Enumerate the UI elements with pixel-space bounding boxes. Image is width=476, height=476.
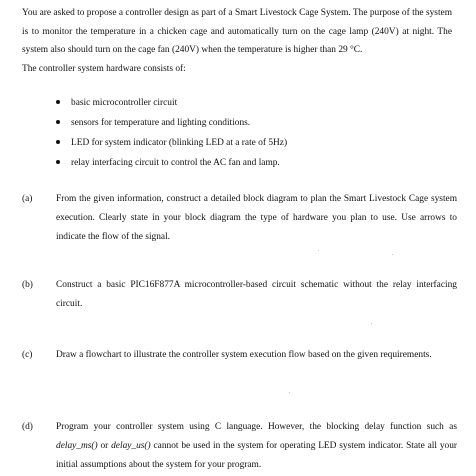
question-text-part: Program your controller system using C language. However, the blocking delay function such as [56,422,457,432]
hardware-lead: The controller system hardware consists of: [22,63,186,74]
scan-speck [371,323,372,324]
question-text [56,418,457,475]
list-item-text: relay interfacing circuit to control the AC fan and lamp. [71,158,280,168]
list-item [56,155,436,175]
list-item-text: LED for system indicator (blinking LED at a rate of 5Hz) [71,138,288,148]
hardware-list [56,95,436,175]
question-a [22,190,457,247]
scan-speck [318,250,319,251]
list-item [56,115,436,135]
question-text: From the given information, construct a detailed block diagram to plan the Smart Livestock Cage system execution. Clearly state in your block diagram the type of hardware you plan to use. Use arrows to indicate the flow of the signal. [56,194,457,242]
question-b [22,276,457,314]
question-label: (b) [22,280,33,290]
list-item [56,95,436,115]
code-delay-us: delay_us() [111,441,151,451]
list-item-text: sensors for temperature and lighting conditions. [71,118,251,128]
intro-section [22,4,452,78]
question-text-part: cannot be used in the system for operating LED system indicator. State all your initial assumptions about the system for your program. [56,441,458,470]
question-label: (c) [22,350,33,360]
bullet-dot-icon [56,160,60,164]
bullet-dot-icon [56,120,60,124]
code-delay-ms: delay_ms() [56,441,98,451]
scan-speck [289,392,290,393]
question-c [22,346,457,365]
question-d [22,418,457,475]
question-label: (a) [22,194,33,204]
question-text-part: or [97,441,112,451]
question-text: Construct a basic PIC16F877A microcontroller-based circuit schematic without the relay interfacing circuit. [56,280,457,309]
bullet-dot-icon [56,100,60,104]
question-label: (d) [22,422,33,432]
bullet-dot-icon [56,140,60,144]
intro-paragraph: You are asked to propose a controller design as part of a Smart Livestock Cage System. The purpose of the system is to monitor the temperature in a chicken cage and automatically turn on the cage lamp (240V) at night. The system also should turn on the cage fan (240V) when the temperature is higher than 29 °C. [22,8,452,56]
question-text: Draw a flowchart to illustrate the controller system execution flow based on the given requirements. [56,350,432,360]
list-item-text: basic microcontroller circuit [71,98,178,108]
scan-speck [392,254,393,255]
list-item [56,135,436,155]
